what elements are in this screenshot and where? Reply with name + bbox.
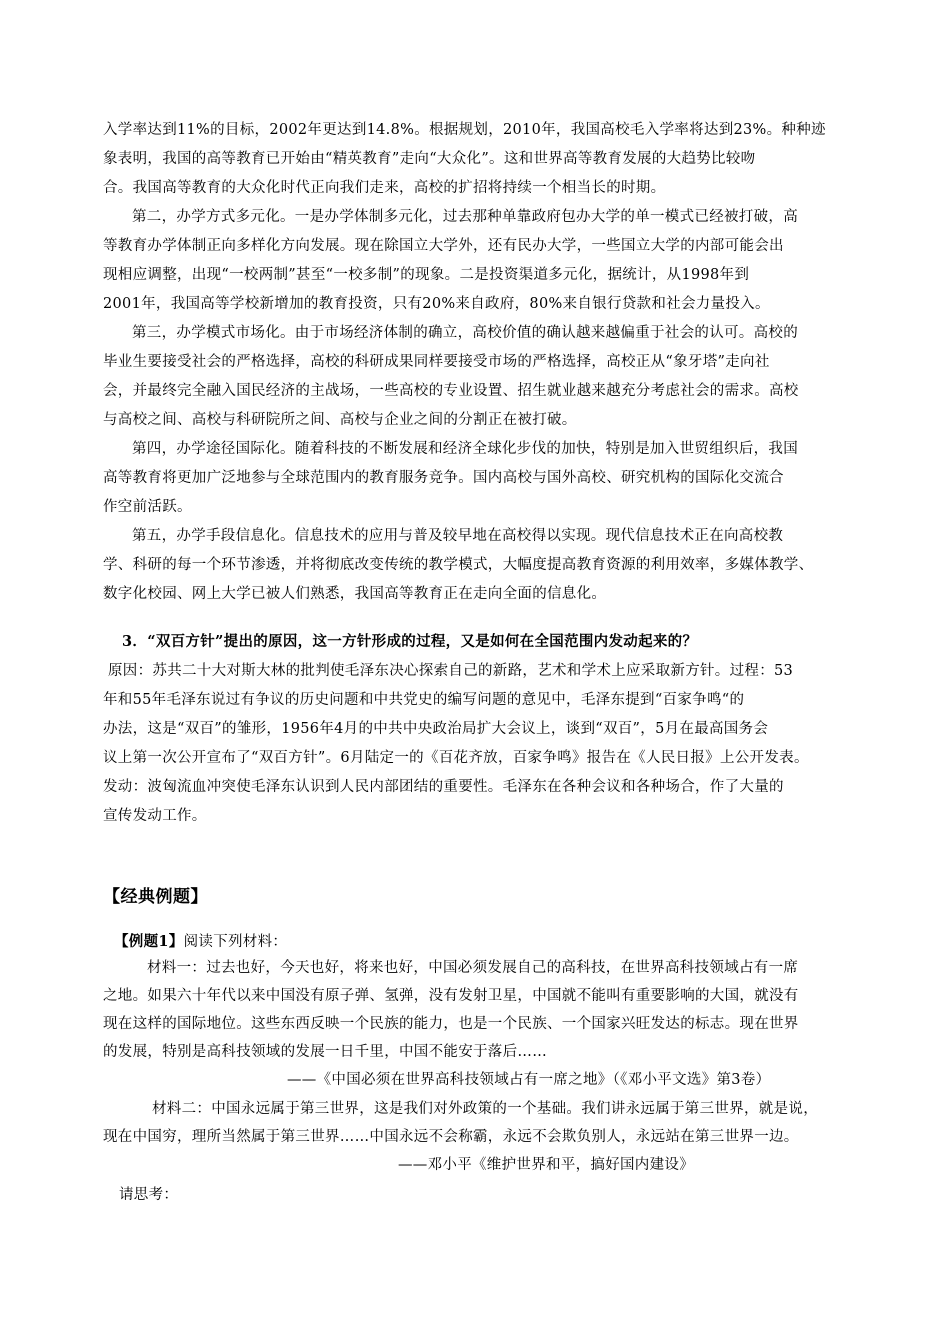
text-line: 现相应调整，出现“一校两制”甚至“一校多制”的现象。二是投资渠道多元化，据统计，从1998年到	[103, 267, 750, 283]
answer-line: 原因：苏共二十大对斯大林的批判使毛泽东决心探索自己的新路，艺术和学术上应采取新方针。过程：53	[108, 663, 794, 679]
text-line: 象表明，我国的高等教育已开始由“精英教育”走向“大众化”。这和世界高等教育发展的大趋势比较吻	[103, 151, 756, 167]
question-title: 3．“双百方针”提出的原因，这一方针形成的过程，又是如何在全国范围内发动起来的？	[122, 633, 698, 650]
text-line: 第二，办学方式多元化。一是办学体制多元化，过去那种单靠政府包办大学的单一模式已经被打破，高	[132, 209, 798, 225]
material-line: 材料二：中国永远属于第三世界，这是我们对外政策的一个基础。我们讲永远属于第三世界，就是说，	[152, 1101, 818, 1117]
think-prompt: 请思考：	[119, 1187, 179, 1203]
material-line: 材料一：过去也好，今天也好，将来也好，中国必须发展自己的高科技，在世界高科技领域占有一席	[147, 960, 799, 976]
example-intro-line	[114, 932, 287, 952]
material-line: 的发展，特别是高科技领域的发展一日千里，中国不能安于落后……	[103, 1044, 547, 1060]
text-line: 毕业生要接受社会的严格选择，高校的科研成果同样要接受市场的严格选择，高校正从“象牙塔”走向社	[103, 354, 770, 370]
text-line: 第四，办学途径国际化。随着科技的不断发展和经济全球化步伐的加快，特别是加入世贸组织后，我国	[132, 441, 798, 457]
text-line: 第五，办学手段信息化。信息技术的应用与普及较早地在高校得以实现。现代信息技术正在向高校教	[132, 528, 784, 544]
text-line: 高等教育将更加广泛地参与全球范围内的教育服务竞争。国内高校与国外高校、研究机构的国际化交流合	[103, 470, 784, 486]
material-line: 现在中国穷，理所当然属于第三世界……中国永远不会称霸，永远不会欺负别人，永远站在第三世界一边。	[103, 1129, 799, 1145]
text-line: 数字化校园、网上大学已被人们熟悉，我国高等教育正在走向全面的信息化。	[103, 586, 607, 602]
material-line: 现在这样的国际地位。这些东西反映一个民族的能力，也是一个民族、一个国家兴旺发达的标志。现在世界	[103, 1016, 799, 1032]
text-line: 等教育办学体制正向多样化方向发展。现在除国立大学外，还有民办大学，一些国立大学的内部可能会出	[103, 238, 784, 254]
example-label: 【例题1】	[114, 933, 184, 950]
example-intro: 阅读下列材料：	[183, 934, 288, 950]
text-line: 入学率达到11%的目标，2002年更达到14.8%。根据规划，2010年，我国高校毛入学率将达到23%。种种迹	[103, 122, 826, 138]
section-heading: 【经典例题】	[103, 887, 208, 907]
text-line: 与高校之间、高校与科研院所之间、高校与企业之间的分割正在被打破。	[103, 412, 577, 428]
text-line: 第三，办学模式市场化。由于市场经济体制的确立，高校价值的确认越来越偏重于社会的认可。高校的	[132, 325, 798, 341]
answer-line: 发动：波匈流血冲突使毛泽东认识到人民内部团结的重要性。毛泽东在各种会议和各种场合，作了大量的	[103, 779, 784, 795]
answer-line: 宣传发动工作。	[103, 808, 207, 824]
answer-line: 办法，这是“双百”的雏形，1956年4月的中共中央政治局扩大会议上，谈到“双百”，5月在最高国务会	[103, 721, 769, 737]
answer-line: 年和55年毛泽东说过有争议的历史问题和中共党史的编写问题的意见中，毛泽东提到“百家争鸣“的	[103, 692, 745, 708]
text-line: 合。我国高等教育的大众化时代正向我们走来，高校的扩招将持续一个相当长的时期。	[103, 180, 666, 196]
text-line: 学、科研的每一个环节渗透，并将彻底改变传统的教学模式，大幅度提高教育资源的利用效率，多媒体教学、	[103, 557, 814, 573]
material-line: 之地。如果六十年代以来中国没有原子弹、氢弹，没有发射卫星，中国就不能叫有重要影响的大国，就没有	[103, 988, 799, 1004]
text-line: 会，并最终完全融入国民经济的主战场，一些高校的专业设置、招生就业越来越充分考虑社会的需求。高校	[103, 383, 799, 399]
material-source: ——邓小平《维护世界和平，搞好国内建设》	[398, 1157, 694, 1173]
text-line: 2001年，我国高等学校新增加的教育投资，只有20%来自政府，80%来自银行贷款和社会力量投入。	[103, 296, 770, 312]
material-source: ——《中国必须在世界高科技领域占有一席之地》（《邓小平文选》第3卷）	[287, 1072, 771, 1088]
text-line: 作空前活跃。	[103, 499, 192, 515]
answer-line: 议上第一次公开宣布了“双百方针”。6月陆定一的《百花齐放，百家争鸣》报告在《人民日报》上公开发表。	[103, 750, 809, 766]
